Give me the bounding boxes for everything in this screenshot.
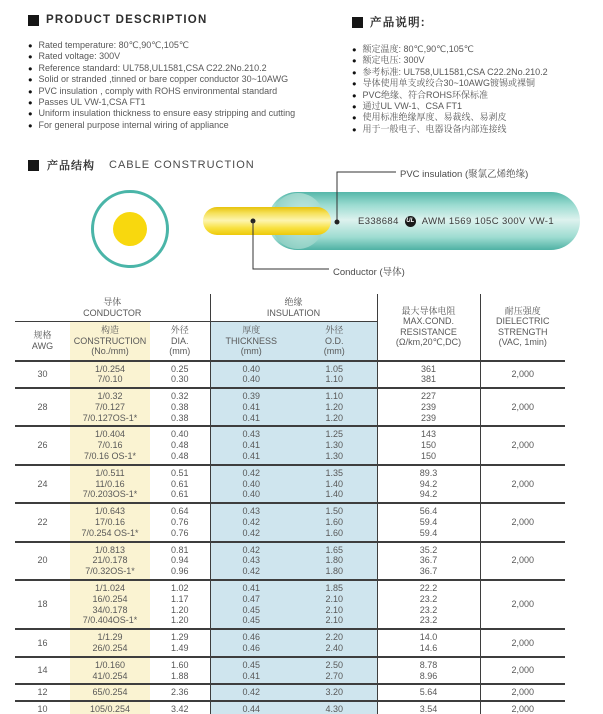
bullet-icon: ● bbox=[352, 45, 357, 54]
spec-row-awg-18 bbox=[15, 580, 565, 629]
bullet-text: 用于一般电子、电器设备内部连接线 bbox=[362, 123, 507, 134]
product-notes-heading bbox=[352, 14, 603, 30]
dielectric-cell: 2,000 bbox=[511, 665, 535, 676]
resistance-cell: 5.64 bbox=[377, 684, 480, 701]
od-cell: 1.35 1.40 1.40 bbox=[292, 465, 377, 503]
bullet-icon: ● bbox=[28, 75, 33, 85]
awg-cell: 10 bbox=[37, 704, 48, 714]
bullet-icon: ● bbox=[28, 52, 33, 62]
bullet-icon: ● bbox=[28, 98, 33, 108]
od-cell: 1.05 1.10 bbox=[292, 361, 377, 389]
dia-cell: 0.32 0.38 0.38 bbox=[150, 388, 210, 426]
bullet-icon: ● bbox=[352, 124, 357, 134]
construction-cell: 1/0.254 7/0.10 bbox=[70, 361, 150, 389]
construction-cell: 1/1.024 16/0.254 34/0.178 7/0.404OS-1* bbox=[70, 580, 150, 629]
od-cell: 4.30 bbox=[292, 701, 377, 714]
awg-cell: 24 bbox=[37, 478, 48, 489]
bullet-icon: ● bbox=[28, 63, 33, 73]
bullet-icon: ● bbox=[352, 56, 357, 66]
conductor-rod bbox=[203, 207, 331, 235]
dielectric-cell: 2,000 bbox=[511, 401, 535, 412]
spec-row-awg-14 bbox=[15, 657, 565, 685]
thickness-cell: 0.44 bbox=[210, 701, 292, 714]
cable-diagram bbox=[0, 162, 603, 292]
square-bullet-icon bbox=[352, 17, 363, 28]
resistance-cell: 361 381 bbox=[377, 361, 480, 389]
construction-heading-cn: 产品结构 bbox=[47, 160, 95, 173]
od-cell: 1.85 2.10 2.10 2.10 bbox=[292, 580, 377, 629]
product-description-title: PRODUCT DESCRIPTION bbox=[46, 14, 208, 26]
bullet-text: 参考标准: UL758,UL1581,CSA C22.2No.210.2 bbox=[362, 66, 548, 77]
od-cell: 2.20 2.40 bbox=[292, 629, 377, 657]
bullet-text: 额定温度: 80℃,90℃,105℃ bbox=[362, 44, 474, 54]
awg-cell: 14 bbox=[37, 665, 48, 676]
bullet-icon: ● bbox=[352, 79, 357, 89]
bullet-item bbox=[352, 112, 603, 123]
bullet-icon: ● bbox=[28, 41, 33, 50]
product-description-list bbox=[28, 40, 348, 131]
construction-cell: 1/0.160 41/0.254 bbox=[70, 657, 150, 685]
bullet-text: 导体使用单支或绞合30~10AWG镀锡或裸铜 bbox=[362, 78, 535, 89]
product-notes-section bbox=[352, 14, 603, 135]
od-cell: 1.65 1.80 1.80 bbox=[292, 542, 377, 580]
bullet-icon: ● bbox=[352, 90, 357, 100]
resistance-cell: 143 150 150 bbox=[377, 426, 480, 464]
od-cell: 1.50 1.60 1.60 bbox=[292, 503, 377, 541]
resistance-cell: 89.3 94.2 94.2 bbox=[377, 465, 480, 503]
cable-spec-text: AWM 1569 105C 300V VW-1 bbox=[421, 215, 555, 227]
bullet-item bbox=[28, 74, 348, 85]
dielectric-cell: 2,000 bbox=[511, 555, 535, 566]
resistance-cell: 35.2 36.7 36.7 bbox=[377, 542, 480, 580]
dielectric-cell: 2,000 bbox=[511, 704, 535, 714]
awg-cell: 28 bbox=[37, 401, 48, 412]
construction-cell: 105/0.254 bbox=[70, 701, 150, 714]
bullet-item bbox=[352, 78, 603, 89]
bullet-item bbox=[28, 51, 348, 62]
spec-row-awg-16 bbox=[15, 629, 565, 657]
conductor-group-header: 导体 CONDUCTOR bbox=[15, 294, 210, 322]
bullet-item bbox=[352, 67, 603, 78]
bullet-item bbox=[28, 63, 348, 74]
bullet-item bbox=[28, 97, 348, 108]
awg-cell: 18 bbox=[37, 599, 48, 610]
thickness-cell: 0.46 0.46 bbox=[210, 629, 292, 657]
spec-row-awg-30 bbox=[15, 361, 565, 389]
dielectric-cell: 2,000 bbox=[511, 517, 535, 528]
od-cell: 1.25 1.30 1.30 bbox=[292, 426, 377, 464]
dia-cell: 1.02 1.17 1.20 1.20 bbox=[150, 580, 210, 629]
spec-table-section bbox=[15, 294, 565, 714]
dielectric-column-header: 耐压强度 DIELECTRIC STRENGTH (VAC, 1min) bbox=[480, 294, 565, 361]
thickness-cell: 0.40 0.40 bbox=[210, 361, 292, 389]
bullet-text: 通过UL VW-1、CSA FT1 bbox=[362, 101, 463, 112]
construction-cell: 1/0.511 11/0.16 7/0.203OS-1* bbox=[70, 465, 150, 503]
awg-cell: 12 bbox=[37, 687, 48, 698]
spec-row-awg-12 bbox=[15, 684, 565, 701]
dia-cell: 0.81 0.94 0.96 bbox=[150, 542, 210, 580]
spec-row-awg-20 bbox=[15, 542, 565, 580]
od-cell: 3.20 bbox=[292, 684, 377, 701]
product-description-section bbox=[28, 14, 348, 131]
construction-cell: 1/1.29 26/0.254 bbox=[70, 629, 150, 657]
bullet-icon: ● bbox=[28, 109, 33, 119]
dia-cell: 0.64 0.76 0.76 bbox=[150, 503, 210, 541]
dielectric-cell: 2,000 bbox=[511, 637, 535, 648]
awg-cell: 22 bbox=[37, 517, 48, 528]
bullet-text: PVC insulation , comply with ROHS environmental standard bbox=[38, 85, 278, 96]
construction-cell: 1/0.643 17/0.16 7/0.254 OS-1* bbox=[70, 503, 150, 541]
resistance-cell: 227 239 239 bbox=[377, 388, 480, 426]
bullet-icon: ● bbox=[352, 102, 357, 112]
resistance-cell: 14.0 14.6 bbox=[377, 629, 480, 657]
spec-row-awg-24 bbox=[15, 465, 565, 503]
conductor-label: Conductor (导体) bbox=[333, 267, 405, 278]
cable-print-text bbox=[336, 192, 576, 250]
bullet-text: For general purpose internal wiring of appliance bbox=[38, 119, 229, 130]
square-bullet-icon bbox=[28, 15, 39, 26]
construction-column-header: 构造 CONSTRUCTION (No./mm) bbox=[70, 322, 150, 361]
od-column-header: 外径 O.D. (mm) bbox=[292, 322, 377, 361]
od-cell: 2.50 2.70 bbox=[292, 657, 377, 685]
bullet-text: Passes UL VW-1,CSA FT1 bbox=[38, 97, 146, 108]
spec-row-awg-10 bbox=[15, 701, 565, 714]
awg-cell: 16 bbox=[37, 637, 48, 648]
spec-row-awg-22 bbox=[15, 503, 565, 541]
bullet-item bbox=[352, 90, 603, 101]
thickness-cell: 0.45 0.41 bbox=[210, 657, 292, 685]
dia-cell: 3.42 bbox=[150, 701, 210, 714]
product-description-heading bbox=[28, 14, 348, 26]
spec-row-awg-28 bbox=[15, 388, 565, 426]
awg-cell: 26 bbox=[37, 440, 48, 451]
thickness-cell: 0.39 0.41 0.41 bbox=[210, 388, 292, 426]
bullet-icon: ● bbox=[352, 67, 357, 77]
bullet-text: 额定电压: 300V bbox=[362, 55, 425, 66]
construction-cell: 65/0.254 bbox=[70, 684, 150, 701]
bullet-text: Rated voltage: 300V bbox=[38, 51, 121, 62]
bullet-item bbox=[352, 55, 603, 66]
dielectric-cell: 2,000 bbox=[511, 478, 535, 489]
cable-cross-section bbox=[91, 190, 169, 268]
resistance-cell: 8.78 8.96 bbox=[377, 657, 480, 685]
construction-heading-en: CABLE CONSTRUCTION bbox=[109, 159, 255, 172]
dielectric-cell: 2,000 bbox=[511, 440, 535, 451]
resistance-cell: 3.54 bbox=[377, 701, 480, 714]
bullet-text: Rated temperature: 80℃,90℃,105℃ bbox=[38, 40, 189, 50]
dia-cell: 0.25 0.30 bbox=[150, 361, 210, 389]
dia-cell: 1.60 1.88 bbox=[150, 657, 210, 685]
bullet-item bbox=[352, 124, 603, 135]
dia-column-header: 外径 DIA. (mm) bbox=[150, 322, 210, 361]
insulation-group-header: 绝缘 INSULATION bbox=[210, 294, 377, 322]
construction-cell: 1/0.32 7/0.127 7/0.127OS-1* bbox=[70, 388, 150, 426]
bullet-item bbox=[352, 44, 603, 55]
thickness-cell: 0.42 0.40 0.40 bbox=[210, 465, 292, 503]
bullet-text: 使用标准绝缘厚度、易裁线、易剥皮 bbox=[362, 112, 507, 123]
bullet-item bbox=[28, 108, 348, 119]
construction-cell: 1/0.813 21/0.178 7/0.32OS-1* bbox=[70, 542, 150, 580]
dia-cell: 1.29 1.49 bbox=[150, 629, 210, 657]
bullet-item bbox=[28, 86, 348, 97]
resistance-column-header: 最大导体电阻 MAX.COND. RESISTANCE (Ω/km,20℃,DC) bbox=[377, 294, 480, 361]
od-cell: 1.10 1.20 1.20 bbox=[292, 388, 377, 426]
conductor-core-icon bbox=[113, 212, 147, 246]
resistance-cell: 22.2 23.2 23.2 23.2 bbox=[377, 580, 480, 629]
bullet-item bbox=[28, 120, 348, 131]
spec-table bbox=[15, 294, 565, 714]
bullet-icon: ● bbox=[28, 86, 33, 96]
construction-cell: 1/0.404 7/0.16 7/0.16 OS-1* bbox=[70, 426, 150, 464]
bullet-item bbox=[352, 101, 603, 112]
dielectric-cell: 2,000 bbox=[511, 687, 535, 698]
dia-cell: 2.36 bbox=[150, 684, 210, 701]
thickness-cell: 0.41 0.47 0.45 0.45 bbox=[210, 580, 292, 629]
pvc-insulation-label: PVC insulation (聚氯乙烯绝缘) bbox=[400, 169, 529, 180]
spec-row-awg-26 bbox=[15, 426, 565, 464]
spec-table-body bbox=[15, 361, 565, 714]
awg-cell: 30 bbox=[37, 368, 48, 379]
dielectric-cell: 2,000 bbox=[511, 368, 535, 379]
bullet-icon: ● bbox=[352, 113, 357, 123]
thickness-cell: 0.42 0.43 0.42 bbox=[210, 542, 292, 580]
dia-cell: 0.40 0.48 0.48 bbox=[150, 426, 210, 464]
thickness-column-header: 厚度 THICKNESS (mm) bbox=[210, 322, 292, 361]
product-notes-list bbox=[352, 44, 603, 135]
thickness-cell: 0.43 0.41 0.41 bbox=[210, 426, 292, 464]
dielectric-cell: 2,000 bbox=[511, 599, 535, 610]
resistance-cell: 56.4 59.4 59.4 bbox=[377, 503, 480, 541]
dia-cell: 0.51 0.61 0.61 bbox=[150, 465, 210, 503]
bullet-text: Uniform insulation thickness to ensure easy stripping and cutting bbox=[38, 108, 296, 119]
cable-cert-number: E338684 bbox=[357, 215, 399, 227]
bullet-item bbox=[28, 40, 348, 51]
bullet-text: Reference standard: UL758,UL1581,CSA C22.2No.210.2 bbox=[38, 62, 267, 73]
ul-logo-icon: UL bbox=[405, 216, 416, 227]
awg-cell: 20 bbox=[37, 555, 48, 566]
product-notes-title: 产品说明: bbox=[370, 17, 426, 29]
thickness-cell: 0.43 0.42 0.42 bbox=[210, 503, 292, 541]
thickness-cell: 0.42 bbox=[210, 684, 292, 701]
bullet-text: Solid or stranded ,tinned or bare copper conductor 30~10AWG bbox=[38, 74, 289, 85]
awg-column-header: 规格 AWG bbox=[15, 322, 70, 361]
bullet-icon: ● bbox=[28, 120, 33, 130]
bullet-text: PVC绝缘、符合ROHS环保标准 bbox=[362, 89, 489, 100]
